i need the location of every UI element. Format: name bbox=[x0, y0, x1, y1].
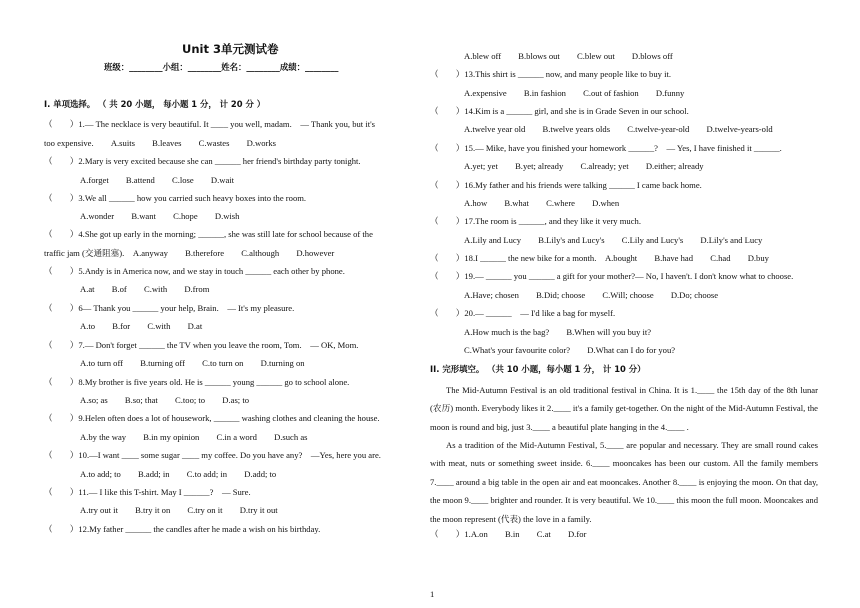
question-line: （ ）4.She got up early in the morning; ______, she was still late for school because of the bbox=[44, 229, 373, 239]
question-line: （ ）17.The room is ______, and they like it very much. bbox=[430, 216, 641, 226]
question-line: （ ）2.Mary is very excited because she can ______ her friend's birthday party tonight. bbox=[44, 156, 361, 166]
question-line: （ ）10.—I want ____ some sugar ____ my coffee. Do you have any? —Yes, here you are. bbox=[44, 450, 381, 460]
options-line: A.Have; chosen B.Did; choose C.Will; choose D.Do; choose bbox=[464, 290, 719, 300]
student-info-line: 班级：________小组：________姓名：________成绩：________ bbox=[104, 62, 339, 72]
options-line: A.to add; to B.add; in C.to add; in D.add; to bbox=[80, 469, 277, 479]
question-line: （ ）8.My brother is five years old. He is ______ young ______ go to school alone. bbox=[44, 377, 350, 387]
question-line: （ ）7.— Don't forget ______ the TV when you leave the room, Tom. — OK, Mom. bbox=[44, 340, 359, 350]
options-line: A.yet; yet B.yet; already C.already; yet D.either; already bbox=[464, 161, 704, 171]
cloze-question-line: （ ）1.A.on B.in C.at D.for bbox=[430, 529, 587, 539]
question-line: （ ）9.Helen often does a lot of housework, ______ washing clothes and cleaning the house. bbox=[44, 413, 380, 423]
options-line: A.to B.for C.with D.at bbox=[80, 321, 203, 331]
options-line: traffic jam (交通阻塞). A.anyway B.therefore C.although D.however bbox=[44, 248, 335, 258]
question-line: （ ）3.We all ______ how you carried such heavy boxes into the room. bbox=[44, 193, 307, 203]
section-1-heading: I. 单项选择。 （ 共 20 小题， 每小题 1 分， 计 20 分 ） bbox=[44, 99, 266, 109]
options-line: A.to turn off B.turning off C.to turn on D.turning on bbox=[80, 358, 305, 368]
question-line: （ ）5.Andy is in America now, and we stay in touch ______ each other by phone. bbox=[44, 266, 345, 276]
page-number: 1 bbox=[430, 589, 435, 599]
question-line: （ ）1.— The necklace is very beautiful. It ____ you well, madam. — Thank you, but it's bbox=[44, 119, 375, 129]
options-line: C.What's your favourite color? D.What can I do for you? bbox=[464, 345, 676, 355]
question-line: （ ）19.— ______ you ______ a gift for your mother?— No, I haven't. I don't know what to choose. bbox=[430, 271, 794, 281]
cloze-paragraph-2: As a tradition of the Mid-Autumn Festival, 5.____ are popular and necessary. They are small round cakes with meat, nuts or something sweet inside. 6.____ mooncakes has been our custom. All the family members 7.____ around a big table in the open air and eat mooncakes. Another 8.____ is enjoying the moon. On that day, the moon 9.____ brighter and rounder. It is very beautiful. We 10.____ this moon the full moon. Mooncakes and the moon represent (代表) the love in a family. bbox=[430, 440, 818, 524]
question-line: （ ）20.— ______ — I'd like a bag for myself. bbox=[430, 308, 616, 318]
options-line: A.expensive B.in fashion C.out of fashion D.funny bbox=[464, 88, 685, 98]
options-line: A.blew off B.blows out C.blew out D.blows off bbox=[464, 51, 673, 61]
question-line: （ ）12.My father ______ the candles after he made a wish on his birthday. bbox=[44, 524, 321, 534]
options-line: A.forget B.attend C.lose D.wait bbox=[80, 175, 235, 185]
question-line: （ ）13.This shirt is ______ now, and many people like to buy it. bbox=[430, 69, 672, 79]
options-line: A.try out it B.try it on C.try on it D.try it out bbox=[80, 505, 278, 515]
options-line: A.wonder B.want C.hope D.wish bbox=[80, 211, 240, 221]
page-title: Unit 3单元测试卷 bbox=[182, 42, 279, 56]
question-line: （ ）11.— I like this T-shirt. May I ______? — Sure. bbox=[44, 487, 251, 497]
options-line: A.so; as B.so; that C.too; to D.as; to bbox=[80, 395, 250, 405]
question-line: （ ）14.Kim is a ______ girl, and she is in Grade Seven in our school. bbox=[430, 106, 689, 116]
options-line: A.Lily and Lucy B.Lily's and Lucy's C.Lily and Lucy's D.Lily's and Lucy bbox=[464, 235, 763, 245]
options-line: A.twelve year old B.twelve years olds C.twelve-year-old D.twelve-years-old bbox=[464, 124, 773, 134]
cloze-paragraph-1: The Mid-Autumn Festival is an old traditional festival in China. It is 1.____ the 15th day of the 8th lunar (农历) month. Everybody likes it 2.____ it's a family get-together. On the night of the Mid-Autumn Festival, the moon is round and big, just 3.____ a beautiful plate hanging in the 4.____ . bbox=[430, 385, 818, 432]
options-line: A.How much is the bag? B.When will you buy it? bbox=[464, 327, 652, 337]
options-line: A.at B.of C.with D.from bbox=[80, 284, 210, 294]
question-line: （ ）6— Thank you ______ your help, Brain. — It's my pleasure. bbox=[44, 303, 295, 313]
question-line: （ ）18.I ______ the new bike for a month. A.bought B.have had C.had D.buy bbox=[430, 253, 769, 263]
options-line: too expensive. A.suits B.leaves C.wastes D.works bbox=[44, 138, 277, 148]
question-line: （ ）15.— Mike, have you finished your homework ______? — Yes, I have finished it ______. bbox=[430, 143, 782, 153]
question-line: （ ）16.My father and his friends were talking ______ I came back home. bbox=[430, 180, 702, 190]
options-line: A.by the way B.in my opinion C.in a word D.such as bbox=[80, 432, 308, 442]
options-line: A.how B.what C.where D.when bbox=[464, 198, 620, 208]
section-2-heading: II. 完形填空。 （共 10 小题，每小题 1 分， 计 10 分） bbox=[430, 364, 646, 374]
